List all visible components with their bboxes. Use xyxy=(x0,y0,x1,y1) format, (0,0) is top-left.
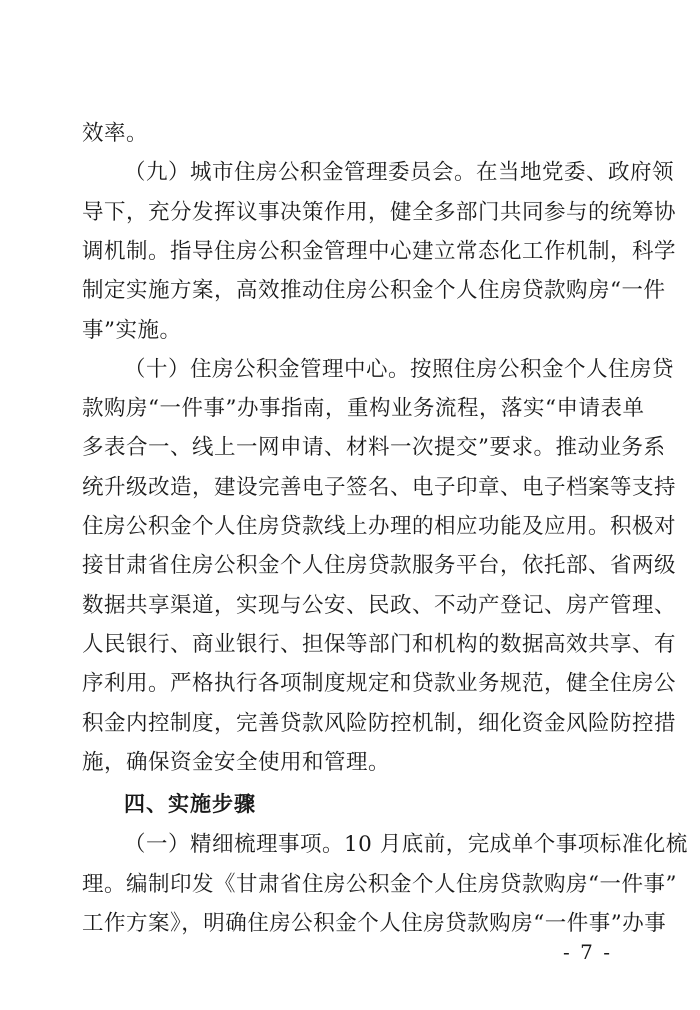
paragraph-line: 序利用。严格执行各项制度规定和贷款业务规范，健全住房公 xyxy=(82,671,677,696)
paragraph-line: 接甘肃省住房公积金个人住房贷款服务平台，依托部、省两级 xyxy=(82,553,677,578)
paragraph-line: 事”实施。 xyxy=(82,318,182,343)
paragraph-line: 调机制。指导住房公积金管理中心建立常态化工作机制，科学 xyxy=(82,239,677,264)
paragraph-line: 施，确保资金安全使用和管理。 xyxy=(82,750,391,775)
paragraph-line: 效率。 xyxy=(82,121,149,146)
paragraph-line: （一）精细梳理事项。10 月底前，完成单个事项标准化梳 xyxy=(124,832,688,857)
paragraph-line: 工作方案》，明确住房公积金个人住房贷款购房“一件事”办事 xyxy=(82,911,667,936)
paragraph-line: 住房公积金个人住房贷款线上办理的相应功能及应用。积极对 xyxy=(82,514,677,539)
paragraph-line: （九）城市住房公积金管理委员会。在当地党委、政府领 xyxy=(124,160,675,185)
paragraph-line: 积金内控制度，完善贷款风险防控机制，细化资金风险防控措 xyxy=(82,711,677,736)
paragraph-line: 制定实施方案，高效推动住房公积金个人住房贷款购房“一件 xyxy=(82,278,666,303)
page-number: - 7 - xyxy=(563,940,612,964)
paragraph-line: （十）住房公积金管理中心。按照住房公积金个人住房贷 xyxy=(124,357,675,382)
section-heading: 四、实施步骤 xyxy=(124,792,256,816)
paragraph-line: 数据共享渠道，实现与公安、民政、不动产登记、房产管理、 xyxy=(82,593,677,618)
paragraph-line: 人民银行、商业银行、担保等部门和机构的数据高效共享、有 xyxy=(82,632,677,657)
paragraph-line: 多表合一、线上一网申请、材料一次提交”要求。推动业务系 xyxy=(82,435,666,460)
paragraph-line: 导下，充分发挥议事决策作用，健全多部门共同参与的统筹协 xyxy=(82,200,677,225)
paragraph-line: 统升级改造，建设完善电子签名、电子印章、电子档案等支持 xyxy=(82,475,677,500)
paragraph-line: 理。编制印发《甘肃省住房公积金个人住房贷款购房“一件事” xyxy=(82,872,677,897)
paragraph-line: 款购房“一件事”办事指南，重构业务流程，落实“申请表单 xyxy=(82,396,645,421)
